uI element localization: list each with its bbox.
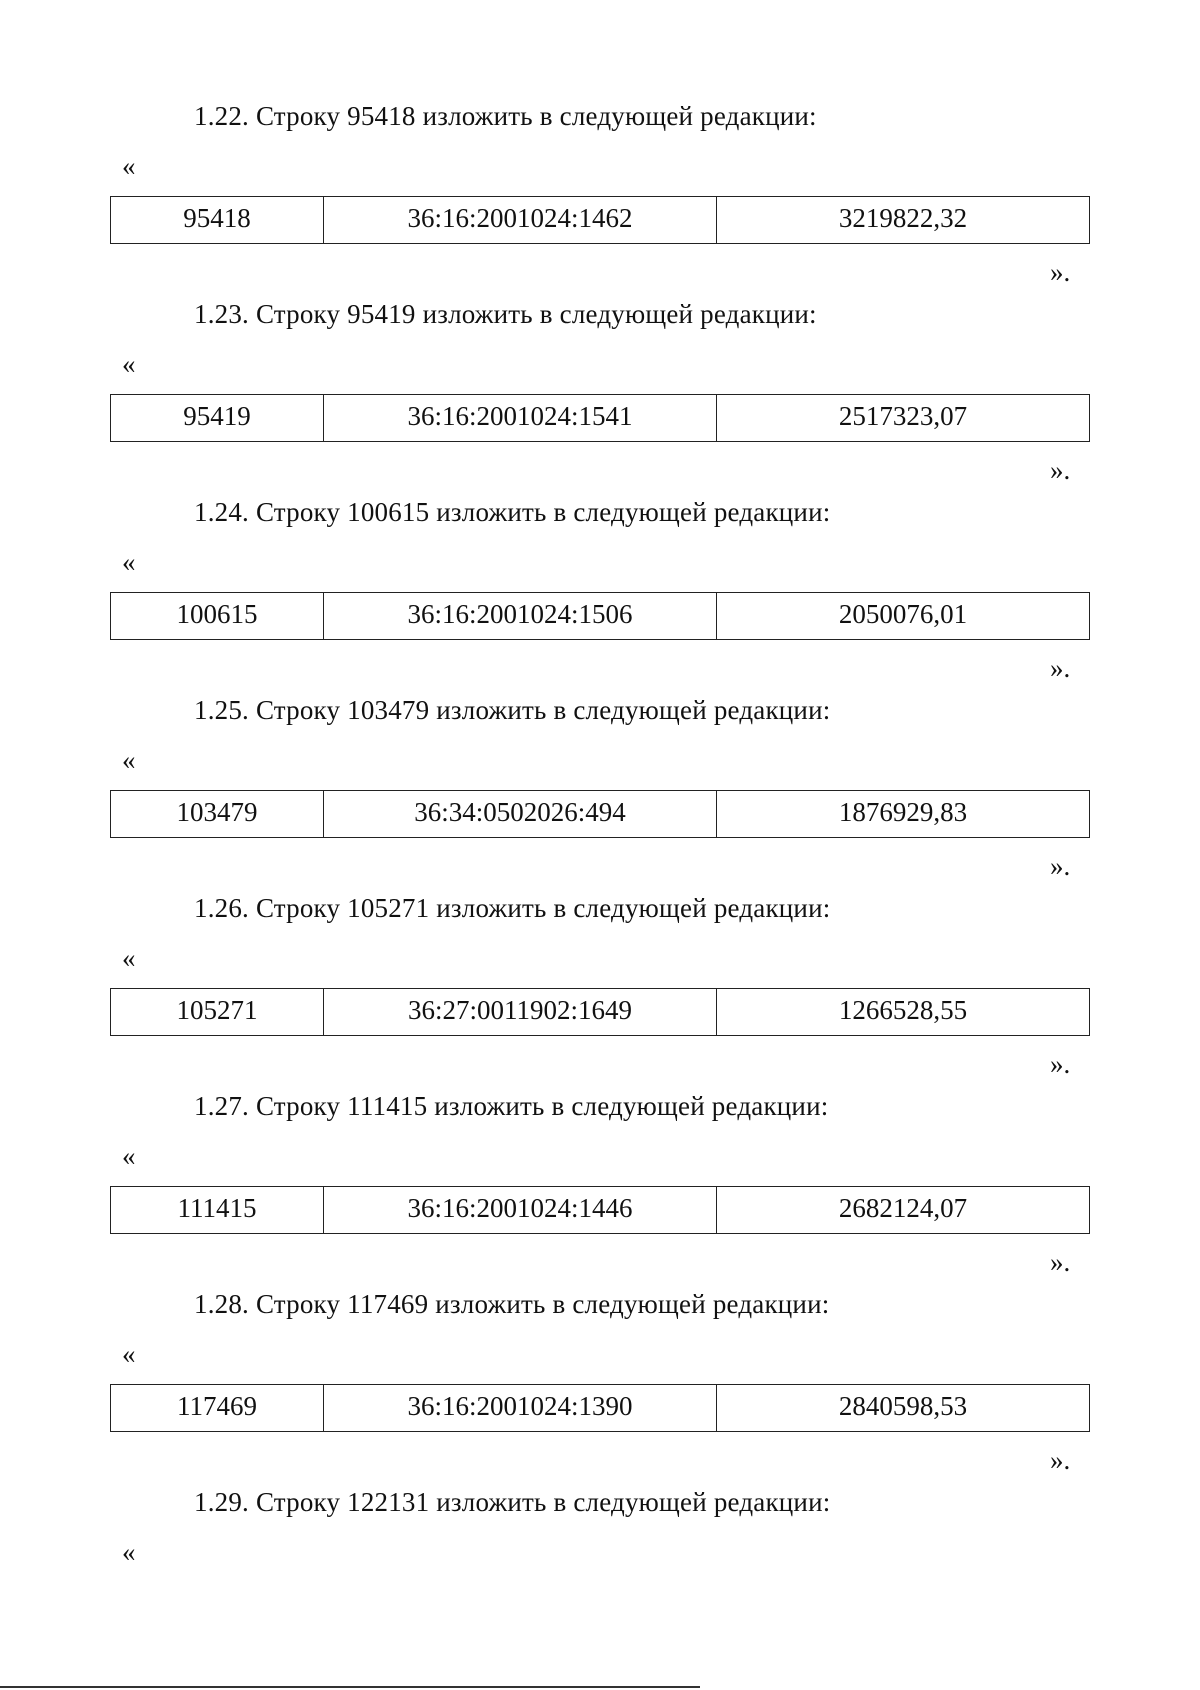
closing-quote: ».: [1050, 455, 1071, 485]
amendment-heading: 1.27. Строку 111415 изложить в следующей редакции:: [194, 1091, 829, 1121]
page-bottom-rule: [0, 1686, 700, 1688]
amendment-heading: 1.25. Строку 103479 изложить в следующей редакции:: [194, 695, 831, 725]
cadastral-number-cell: 36:16:2001024:1462: [324, 197, 717, 243]
amendment-heading: 1.29. Строку 122131 изложить в следующей редакции:: [194, 1487, 831, 1517]
amendment-heading: 1.22. Строку 95418 изложить в следующей редакции:: [194, 101, 817, 131]
amendment-heading: 1.23. Строку 95419 изложить в следующей редакции:: [194, 299, 817, 329]
table-row: [110, 1186, 1090, 1234]
closing-quote: ».: [1050, 1445, 1071, 1475]
closing-quote: ».: [1050, 653, 1071, 683]
opening-quote: «: [122, 745, 136, 775]
closing-quote: ».: [1050, 1247, 1071, 1277]
row-number-cell: 100615: [111, 593, 324, 639]
amendment-heading: 1.26. Строку 105271 изложить в следующей редакции:: [194, 893, 831, 923]
value-cell: 1266528,55: [838, 994, 968, 1025]
closing-quote: ».: [1050, 257, 1071, 287]
value-cell: 2840598,53: [838, 1390, 968, 1421]
table-row: [110, 988, 1090, 1036]
opening-quote: «: [122, 1537, 136, 1567]
table-row: [110, 592, 1090, 640]
opening-quote: «: [122, 151, 136, 181]
value-cell: 1876929,83: [838, 796, 968, 827]
cadastral-number-cell: 36:16:2001024:1506: [324, 593, 717, 639]
closing-quote: ».: [1050, 851, 1071, 881]
cadastral-number-cell: 36:34:0502026:494: [324, 791, 717, 837]
table-row: [110, 196, 1090, 244]
row-number-cell: 111415: [111, 1187, 324, 1233]
opening-quote: «: [122, 1141, 136, 1171]
closing-quote: ».: [1050, 1049, 1071, 1079]
row-number-cell: 95418: [111, 197, 324, 243]
amendment-heading: 1.24. Строку 100615 изложить в следующей редакции:: [194, 497, 831, 527]
cadastral-number-cell: 36:16:2001024:1446: [324, 1187, 717, 1233]
row-number-cell: 105271: [111, 989, 324, 1035]
row-number-cell: 117469: [111, 1385, 324, 1431]
table-row: [110, 394, 1090, 442]
cadastral-number-cell: 36:27:0011902:1649: [324, 989, 717, 1035]
opening-quote: «: [122, 349, 136, 379]
table-row: [110, 1384, 1090, 1432]
value-cell: 2050076,01: [838, 598, 968, 629]
cadastral-number-cell: 36:16:2001024:1541: [324, 395, 717, 441]
value-cell: 2517323,07: [838, 400, 968, 431]
cadastral-number-cell: 36:16:2001024:1390: [324, 1385, 717, 1431]
value-cell: 2682124,07: [838, 1192, 968, 1223]
opening-quote: «: [122, 547, 136, 577]
row-number-cell: 95419: [111, 395, 324, 441]
value-cell: 3219822,32: [838, 202, 968, 233]
amendment-heading: 1.28. Строку 117469 изложить в следующей редакции:: [194, 1289, 830, 1319]
table-row: [110, 790, 1090, 838]
row-number-cell: 103479: [111, 791, 324, 837]
opening-quote: «: [122, 943, 136, 973]
opening-quote: «: [122, 1339, 136, 1369]
